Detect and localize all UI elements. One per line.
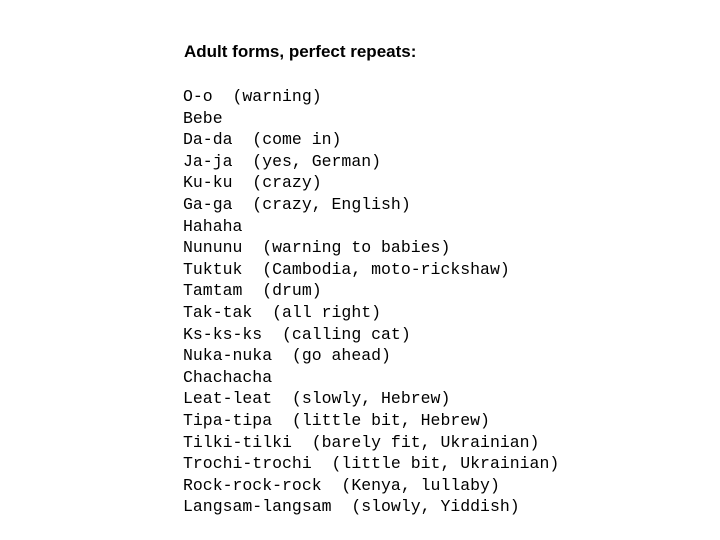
list-item: Ks-ks-ks (calling cat) xyxy=(183,324,411,344)
list-item: Chachacha xyxy=(183,367,273,387)
list-item: Leat-leat (slowly, Hebrew) xyxy=(183,389,451,409)
list-item: Tamtam (drum) xyxy=(183,281,322,301)
list-item: Hahaha xyxy=(183,216,243,236)
list-item: O-o (warning) xyxy=(183,87,322,106)
slide-heading: Adult forms, perfect repeats: xyxy=(184,42,417,61)
list-item: Tilki-tilki (barely fit, Ukrainian) xyxy=(183,432,540,452)
list-item: Da-da (come in) xyxy=(183,130,342,150)
list-item: Ja-ja (yes, German) xyxy=(183,151,382,171)
list-item: Ga-ga (crazy, English) xyxy=(183,194,411,214)
list-item: Tak-tak (all right) xyxy=(183,302,382,322)
list-item: Tipa-tipa (little bit, Hebrew) xyxy=(183,410,490,430)
list-item: Ku-ku (crazy) xyxy=(183,173,322,193)
list-item: Nuka-nuka (go ahead) xyxy=(183,346,391,366)
list-item: Nununu (warning to babies) xyxy=(183,238,451,258)
repeat-word-list xyxy=(183,86,559,518)
list-item: Langsam-langsam (slowly, Yiddish) xyxy=(183,497,520,517)
list-item: Trochi-trochi (little bit, Ukrainian) xyxy=(183,454,560,474)
list-item: Bebe xyxy=(183,108,223,128)
list-item: Tuktuk (Cambodia, moto-rickshaw) xyxy=(183,259,510,279)
list-item: Rock-rock-rock (Kenya, lullaby) xyxy=(183,475,500,495)
